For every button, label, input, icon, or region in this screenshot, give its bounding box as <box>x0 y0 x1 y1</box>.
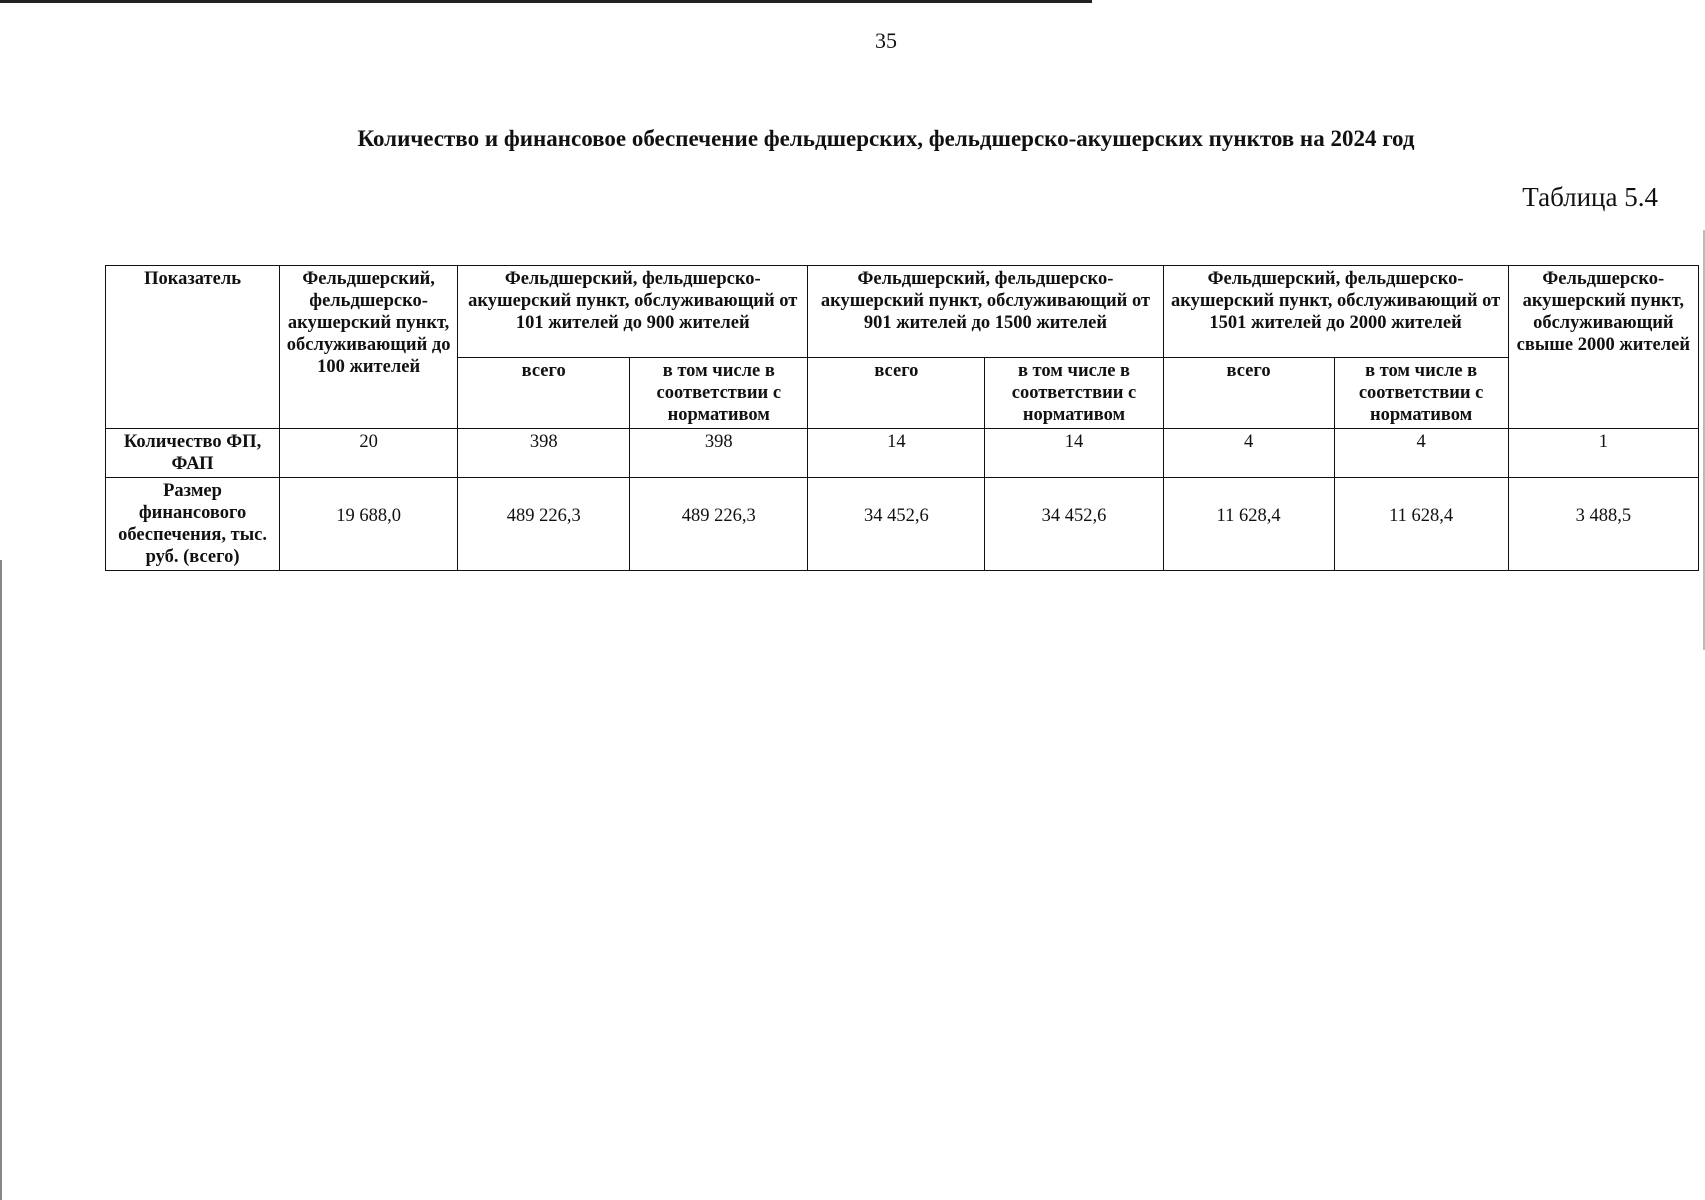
table-cell <box>280 478 458 571</box>
cell-value: 11 628,4 <box>1216 506 1281 526</box>
table-label: Таблица 5.4 <box>1522 182 1658 212</box>
cell-value: 11 628,4 <box>1389 506 1454 526</box>
table-cell <box>1508 478 1698 571</box>
row-label-financing: Размер финансового обеспечения, тыс. руб. (всего) <box>106 478 280 571</box>
table-cell: 14 <box>808 429 985 478</box>
scan-edge-top <box>0 0 1092 3</box>
table-cell: 1 <box>1508 429 1698 478</box>
table-cell: 20 <box>280 429 458 478</box>
subheader-norm-901-1500: в том числе в соответствии с нормативом <box>985 358 1163 429</box>
cell-value: 3 488,5 <box>1575 506 1632 526</box>
table-cell: 398 <box>458 429 630 478</box>
financing-table <box>105 265 1699 571</box>
table-cell <box>808 478 985 571</box>
subheader-total-901-1500: всего <box>808 358 985 429</box>
table-header-row <box>106 266 1699 358</box>
table-cell: 4 <box>1163 429 1334 478</box>
table-cell: 4 <box>1334 429 1508 478</box>
header-group-101-900: Фельдшерский, фельдшерско-акушерский пункт, обслуживающий от 101 жителей до 900 жителей <box>458 266 808 358</box>
header-group-901-1500: Фельдшерский, фельдшерско-акушерский пункт, обслуживающий от 901 жителей до 1500 жителей <box>808 266 1163 358</box>
cell-value: 34 452,6 <box>1041 506 1107 526</box>
subheader-norm-101-900: в том числе в соответствии с нормативом <box>630 358 808 429</box>
table-cell <box>985 478 1163 571</box>
table-row <box>106 478 1699 571</box>
row-label-count: Количество ФП, ФАП <box>106 429 280 478</box>
subheader-total-101-900: всего <box>458 358 630 429</box>
table-cell <box>630 478 808 571</box>
header-group-upto-100: Фельдшерский, фельдшерско-акушерский пункт, обслуживающий до 100 жителей <box>280 266 458 429</box>
table-cell: 398 <box>630 429 808 478</box>
table-row <box>106 429 1699 478</box>
subheader-total-1501-2000: всего <box>1163 358 1334 429</box>
page-number: 35 <box>875 28 897 53</box>
table-cell <box>458 478 630 571</box>
header-indicator: Показатель <box>106 266 280 429</box>
cell-value: 34 452,6 <box>864 506 929 526</box>
cell-value: 489 226,3 <box>681 506 756 526</box>
cell-value: 489 226,3 <box>506 506 581 526</box>
header-group-1501-2000: Фельдшерский, фельдшерско-акушерский пункт, обслуживающий от 1501 жителей до 2000 жителей <box>1163 266 1508 358</box>
table-cell: 14 <box>985 429 1163 478</box>
document-title: Количество и финансовое обеспечение фельдшерских, фельдшерско-акушерских пунктов на 2024 год <box>357 126 1415 151</box>
table-cell <box>1334 478 1508 571</box>
scan-edge-left <box>0 560 2 1200</box>
header-group-over-2000: Фельдшерско-акушерский пункт, обслуживающий свыше 2000 жителей <box>1508 266 1698 429</box>
table-cell <box>1163 478 1334 571</box>
subheader-norm-1501-2000: в том числе в соответствии с нормативом <box>1334 358 1508 429</box>
cell-value: 19 688,0 <box>336 506 401 526</box>
